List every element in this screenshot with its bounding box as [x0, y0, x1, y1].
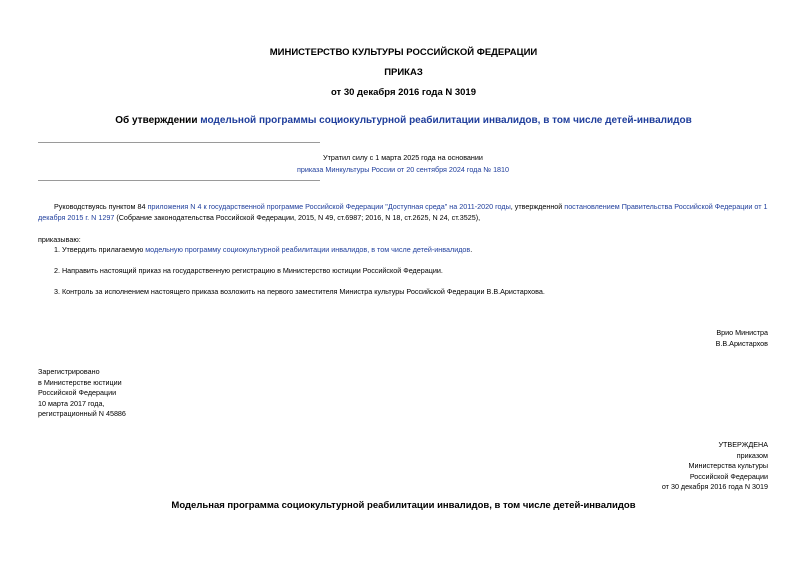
registration-line-5: регистрационный N 45886 [38, 409, 126, 418]
document-title [0, 115, 807, 126]
ministry-heading: МИНИСТЕРСТВО КУЛЬТУРЫ РОССИЙСКОЙ ФЕДЕРАЦИИ [269, 47, 538, 58]
registration-line-4: 10 марта 2017 года, [38, 398, 105, 408]
order-item-1 [54, 244, 472, 255]
approval-line-2: приказом [736, 450, 768, 460]
model-program-link[interactable]: модельную программу социокультурной реабилитации инвалидов, в том числе детей-инвалидов [145, 245, 471, 254]
approval-line-1: УТВЕРЖДЕНА [718, 440, 768, 449]
repeal-order-link[interactable]: приказа Минкультуры России от 20 сентября 2024 года № 1810 [296, 165, 510, 174]
preamble-text-3: (Собрание законодательства Российской Федерации, 2015, N 49, ст.6987; 2016, N 18, ст.2625, N 24, ст.3525), [114, 213, 481, 222]
title-program-link[interactable]: модельной программы социокультурной реабилитации инвалидов, в том числе детей-инвалидов [200, 115, 692, 126]
order-word: приказываю: [38, 235, 81, 244]
repeal-notice [240, 152, 566, 176]
repeal-notice-text: Утратил силу с 1 марта 2025 года на основании [323, 153, 483, 162]
order-item-2: 2. Направить настоящий приказ на государственную регистрацию в Министерство юстиции Российской Федерации. [54, 266, 443, 275]
signature-position: Врио Министра [716, 328, 768, 337]
signature-name: В.В.Аристархов [715, 339, 768, 348]
government-decree-link[interactable]: постановлением Правительства Российской Федерации от 1 декабря 2015 г. N 1297 [38, 202, 768, 222]
approval-line-3: Министерства культуры [688, 461, 768, 470]
preamble-text-1: Руководствуясь пунктом 84 [54, 202, 148, 211]
registration-block [38, 367, 126, 420]
doc-date-heading: от 30 декабря 2016 года N 3019 [330, 87, 476, 98]
notice-bottom-divider [38, 180, 320, 181]
signature-block [716, 327, 768, 349]
notice-top-divider [38, 142, 320, 143]
program-title: Модельная программа социокультурной реабилитации инвалидов, в том числе детей-инвалидов [171, 500, 636, 511]
appendix-link[interactable]: приложения N 4 к государственной программе Российской Федерации "Доступная среда" на 2011-2020 годы [147, 202, 511, 211]
approval-line-4: Российской Федерации [689, 471, 768, 481]
registration-line-3: Российской Федерации [38, 388, 117, 397]
approval-line-5: от 30 декабря 2016 года N 3019 [661, 482, 768, 491]
order-item-3: 3. Контроль за исполнением настоящего приказа возложить на первого заместителя Министра культуры Российской Федерации В.В.Аристархова. [54, 287, 545, 296]
item-1-text: 1. Утвердить прилагаемую [54, 245, 146, 254]
preamble-paragraph [38, 201, 768, 223]
item-1-end: . [470, 245, 473, 254]
doc-type-heading: ПРИКАЗ [384, 67, 423, 78]
title-prefix: Об утверждении [115, 115, 201, 126]
registration-line-1: Зарегистрировано [38, 367, 100, 376]
preamble-text-2: , утвержденной [510, 202, 565, 211]
registration-line-2: в Министерстве юстиции [38, 377, 122, 387]
approval-block [662, 440, 768, 493]
